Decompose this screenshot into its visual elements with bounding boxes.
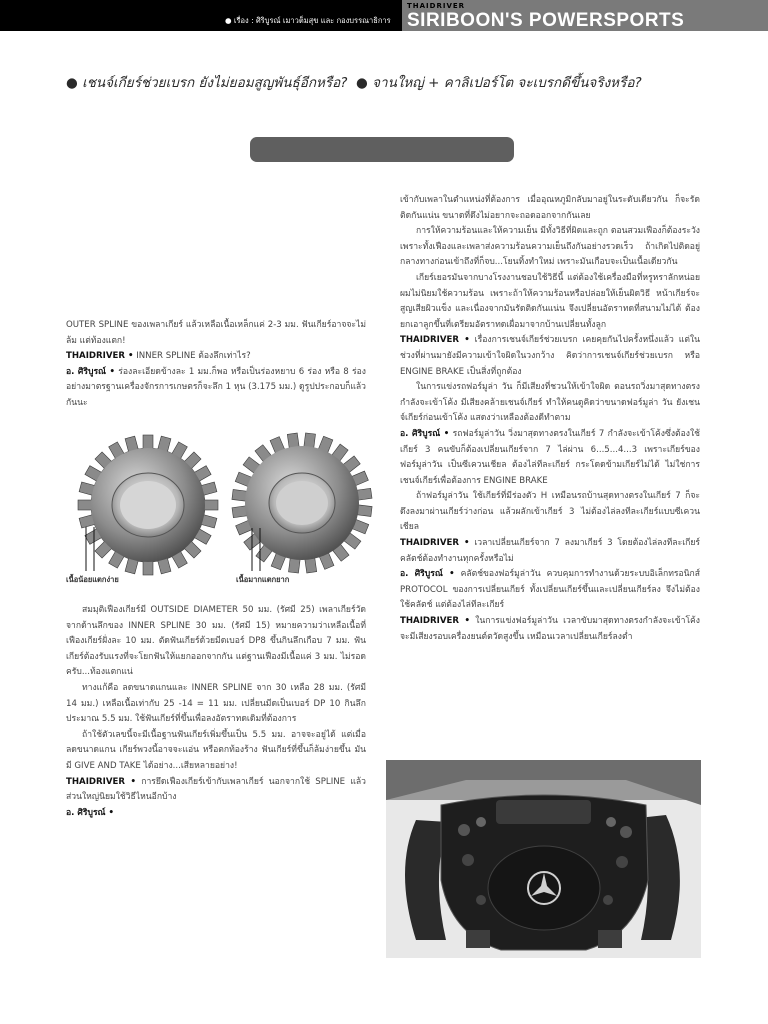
speaker-tag: THAIDRIVER • bbox=[400, 335, 470, 346]
paragraph-text: ในการแข่งรถฟอร์มูล่า วัน ก็มีเสียงที่ชวนให้เข้าใจผิด ตอนรถวิ่งมาสุดทางตรงกำลังจะเข้าโค้ง มีเสียงคล้ายเชนจ์เกียร์ ทำให้คนดูคิดว่าขนาดฟอร์มูล่า วัน ยังเชนจ์เกียร์ก่อนเข้าโค้ง แสดงว่าเหลืองต้องดีทำตาม bbox=[400, 382, 700, 424]
paragraph bbox=[66, 728, 366, 775]
paragraph bbox=[400, 489, 700, 536]
paragraph-text: INNER SPLINE ต้องลึกเท่าไร? bbox=[133, 351, 251, 362]
paragraph-text: ในการแข่งฟอร์มูล่าวัน เวลาขับมาสุดทางตรงกำลังจะเข้าโค้ง จะมีเสียงรอบเครื่องยนต์ตวัดสูงขึ้น เหมือนเวลาเปลี่ยนเกียร์ลงต่ำ bbox=[400, 616, 701, 642]
byline: ● เรื่อง : ศิริบูรณ์ เมาวต็มสุข และ กองบรรณาธิการ bbox=[225, 16, 391, 25]
paragraph-text: เวลาเปลี่ยนเกียร์จาก 7 ลงมาเกียร์ 3 โดยต้องไล่ลงทีละเกียร์ คลัตช์ต้องทำงานทุกครั้งหรือไม่ bbox=[400, 538, 700, 564]
brand-title: SIRIBOON'S POWERSPORTS bbox=[407, 10, 685, 31]
paragraph bbox=[66, 318, 366, 349]
right-column bbox=[400, 193, 700, 645]
paragraph bbox=[66, 806, 366, 822]
gear-right bbox=[232, 433, 372, 573]
left-column-top bbox=[66, 318, 366, 412]
paragraph bbox=[66, 603, 366, 681]
paragraph bbox=[400, 380, 700, 427]
paragraph-text: ถ้าใช้ตัวเลขนี้จะมีเนื้อฐานฟันเกียร์เพิ่มขึ้นเป็น 5.5 มม. อาจจะอยู่ได้ แต่เมื่อลดขนาดแกน เกียร์พวงนี้อาจจะแอ่น หรือตกท้องร้าง ฟันเกียร์ที่ขึ้นก็ล้มง่ายขึ้น มันมี GIVE AND TAKE ได้อย่าง...เสียหลายอย่าง! bbox=[66, 729, 366, 771]
paragraph bbox=[66, 365, 366, 412]
speaker-tag: THAIDRIVER • bbox=[400, 538, 470, 549]
paragraph-text: การยึดเฟืองเกียร์เข้ากับเพลาเกียร์ นอกจากใช้ SPLINE แล้ว ส่วนใหญ่นิยมใช้วิธีไหนอีกบ้าง bbox=[66, 776, 366, 803]
steering-wheel-illustration bbox=[386, 760, 701, 958]
paragraph-text: รถฟอร์มูล่าวัน วิ่งมาสุดทางตรงในเกียร์ 7 กำลังจะเข้าโค้งซึ่งต้องใช้เกียร์ 3 คนขับก็ต้องเปลี่ยนเกียร์จาก 7 ไล่ผ่าน 6...5...4...3 เพราะเกียร์ของฟอร์มูล่าวัน เป็นซีเควนเชียล ต้องไล่ทีละเกียร์ กระโดดข้ามเกียร์ไม่ได้ ไม่ใช่การเชนจ์เกียร์เพื่อต้องการ ENGINE BRAKE bbox=[400, 428, 700, 486]
speaker-tag: อ. ศิริบูรณ์ • bbox=[400, 428, 450, 439]
paragraph-text: ร่องละเอียดข้างละ 1 มม.ก็พอ หรือเป็นร่องหยาบ 6 ร่อง หรือ 8 ร่องอย่างมาตรฐานเครื่องจักรการเกษตรก็จะลึก 1 หุน (3.175 มม.) ดูรูปประกอบก็แล้วกันนะ bbox=[66, 366, 366, 408]
header-band bbox=[0, 0, 768, 31]
speaker-tag: อ. ศิริบูรณ์ • bbox=[66, 366, 116, 377]
speaker-tag: อ. ศิริบูรณ์ • bbox=[66, 807, 115, 818]
gear-caption-left: เนื้อน้อยแตกง่าย bbox=[66, 575, 119, 584]
paragraph bbox=[400, 193, 700, 224]
paragraph bbox=[400, 567, 700, 614]
paragraph-text: OUTER SPLINE ของเพลาเกียร์ แล้วเหลือเนื้อเหล็กแค่ 2-3 มม. ฟันเกียร์อาจจะไม่ล้ม แต่ท้องแตก! bbox=[66, 320, 366, 346]
steering-wheel-photo bbox=[386, 760, 701, 958]
paragraph-text: การให้ความร้อนและให้ความเย็น มีทั้งวิธีที่ผิดและถูก ตอนสวมเฟืองก็ต้องระวัง เพราะทั้งเฟืองและเพลาส่งความร้อนความเย็นถึงกันอย่างรวดเร็ว ถ้าเกิดไปติดอยู่กลางทางก่อนเข้าถึงที่ก็จบ...โยนทิ้งทำใหม่ เพราะมันเกือบจะเป็นเนื้อเดียวกัน bbox=[400, 226, 700, 268]
paragraph bbox=[400, 427, 700, 489]
bullet-icon: ● bbox=[66, 75, 78, 91]
speaker-tag: THAIDRIVER • bbox=[66, 776, 136, 787]
section-bar bbox=[250, 137, 514, 162]
speaker-tag: THAIDRIVER • bbox=[400, 616, 470, 627]
paragraph-text: เรื่องการเชนจ์เกียร์ช่วยเบรก เคยคุยกันไปครั้งหนึ่งแล้ว แต่ในช่วงที่ผ่านมายังมีความเข้าใจผิดในวงกว้าง คิดว่าการเชนจ์เกียร์ช่วยเบรก หรือ ENGINE BRAKE เป็นสิ่งที่ถูกต้อง bbox=[400, 335, 700, 377]
paragraph bbox=[400, 614, 700, 645]
paragraph bbox=[66, 681, 366, 728]
subtitle-question-1: เชนจ์เกียร์ช่วยเบรก ยังไม่ยอมสูญพันธุ์อีกหรือ? bbox=[82, 75, 348, 91]
paragraph-text: ทางแก้คือ ลดขนาดแกนและ INNER SPLINE จาก 30 เหลือ 28 มม. (รัศมี 14 มม.) เหลือเนื้อเท่ากับ 25 -14 = 11 มม. เปลี่ยนมีดเป็นเบอร์ DP 10 กินลึกประมาณ 5.5 มม. ใช้ฟันเกียร์ที่ขึ้นเพื่อลงอัตราทดเดิมที่ต้องการ bbox=[66, 682, 366, 725]
left-column-bottom bbox=[66, 603, 366, 821]
paragraph-text: ถ้าฟอร์มูล่าวัน ใช้เกียร์ที่มีร่องตัว H เหมือนรถบ้านสุดทางตรงในเกียร์ 7 ก็จะดึงลงมาผ่านเกียร์ว่างก่อน แล้วผลักเข้าเกียร์ 3 ไม่ต้องไล่ลงทีละเกียร์แบบซีเควนเชียล bbox=[400, 491, 700, 533]
paragraph-text: เกียร์เยอรมันจากบางโรงงานชอบใช้วิธีนี้ แต่ต้องใช้เครื่องมือที่หรูหราลักหน่อย ผมไม่นิยมใช้ความร้อน เพราะถ้าให้ความร้อนหรือปล่อยให้เย็นผิดวิธี หน้าเกียร์จะสูญเสียผิวแข็ง และเนื่องจากมันรัดติดกันแน่น จึงเปลี่ยนอัตราทดที่สนามไม่ได้ ต้องยกเอาลูกขึ้นที่เตรียมอัตราทดเผื่อมาจากบ้านเปลี่ยนทั้งลูก bbox=[400, 272, 700, 330]
gears-photo bbox=[66, 430, 376, 600]
paragraph bbox=[400, 333, 700, 380]
paragraph bbox=[66, 349, 366, 365]
paragraph-text: เข้ากับเพลาในตำแหน่งที่ต้องการ เมื่ออุณหภูมิกลับมาอยู่ในระดับเดียวกัน ก็จะรัดติดกันแน่น ขนาดที่ดึงไม่อยากจะถอดออกจากกันเลย bbox=[400, 195, 700, 221]
gear-caption-right: เนื้อมากแตกยาก bbox=[236, 575, 290, 584]
speaker-tag: THAIDRIVER • bbox=[66, 351, 134, 362]
subtitle bbox=[66, 71, 716, 93]
bullet-icon: ● bbox=[356, 75, 368, 91]
gear-left bbox=[78, 435, 218, 575]
paragraph bbox=[66, 775, 366, 806]
brand-small: THAIDRIVER bbox=[407, 2, 466, 10]
paragraph bbox=[400, 224, 700, 271]
paragraph-text: คลัตช์ของฟอร์มูล่าวัน ควบคุมการทำงานด้วยระบบอิเล็กทรอนิกส์ PROTOCOL ของการเปลี่ยนเกียร์ ทั้งเปลี่ยนเกียร์ขึ้นและเปลี่ยนเกียร์ลง จึงไม่ต้องใช้คลัตช์ แต่ต้องไล่ทีละเกียร์ bbox=[400, 569, 700, 611]
speaker-tag: อ. ศิริบูรณ์ • bbox=[400, 569, 455, 580]
paragraph-text: สมมุติเฟืองเกียร์มี OUTSIDE DIAMETER 50 มม. (รัศมี 25) เพลาเกียร์วัดจากด้านลึกของ INNER SPLINE 30 มม. (รัศมี 15) หมายความว่าเหลือเนื้อที่เฟืองเกียร์ฝั่งละ 10 มม. ตัดฟันเกียร์ด้วยมีดเบอร์ DP8 ขึ้นกินลึกเกือบ 7 มม. ฟันเกียร์ต้องรับแรงที่จะโยกฟันให้แยกออกจากกัน แต่ฐานเฟืองมีเนื้อแค่ 3 มม. ไม่รอดครับ...ท้องแตกแน่ bbox=[66, 605, 366, 678]
paragraph bbox=[400, 536, 700, 567]
subtitle-question-2: จานใหญ่ + คาลิเปอร์โต จะเบรกดีขึ้นจริงหรือ? bbox=[372, 75, 642, 91]
paragraph bbox=[400, 271, 700, 333]
